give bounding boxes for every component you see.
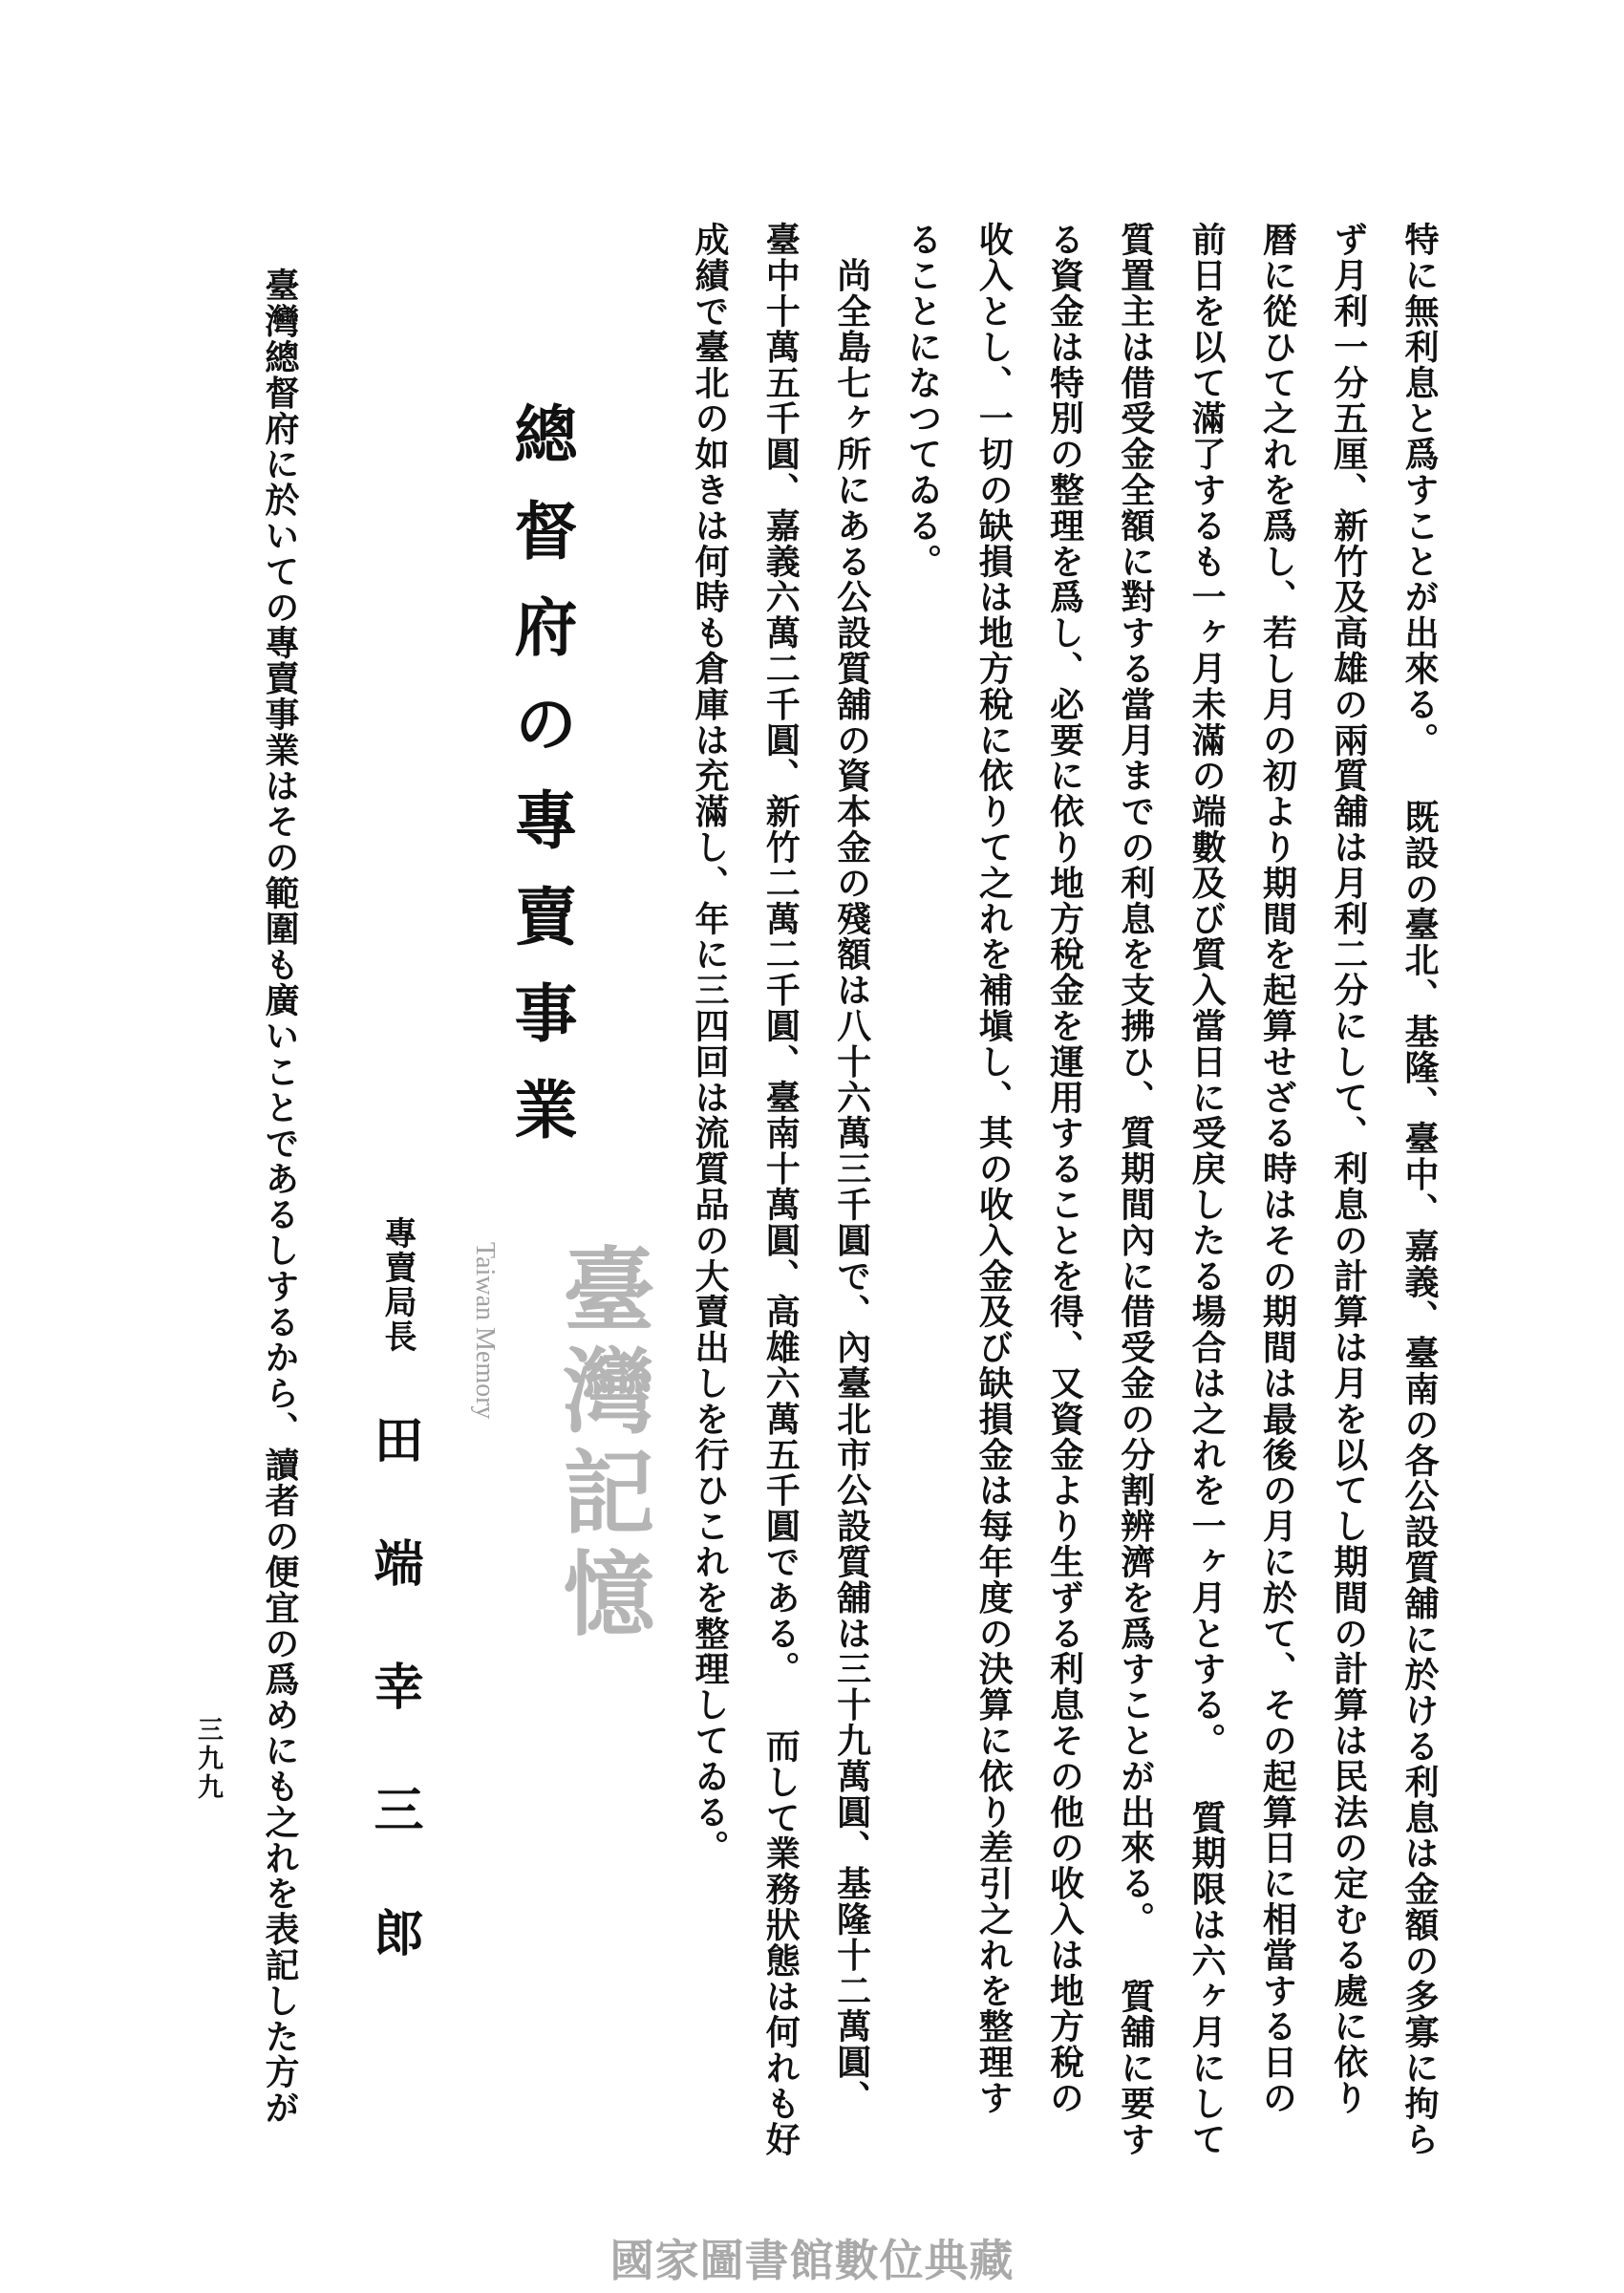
body-column: 暦に從ひて之れを爲し、若し月の初より期間を起算せざる時はその期間は最後の月に於て、その起算日に相當する日の (1257, 222, 1298, 2116)
page-number: 三九九 (193, 1716, 223, 1802)
body-column: ず月利一分五厘、新竹及高雄の兩質舖は月利二分にして、利息の計算は月を以てし期間の計算は民法の定むる處に依り (1328, 222, 1369, 2116)
body-column: 特に無利息と爲すことが出來る。 既設の臺北、基隆、臺中、嘉義、臺南の各公設質舖に於ける利息は金額の多寡に拘ら (1400, 222, 1440, 2157)
watermark-logo (449, 1242, 669, 1739)
watermark-script: 臺灣記憶 (548, 1242, 656, 1647)
footer-archive-label: 國家圖書館數位典藏 (609, 2235, 1015, 2286)
body-column: る資金は特別の整理を爲し、必要に依り地方稅金を運用することを得、又資金より生ずる利息その他の收入は地方稅の (1044, 222, 1085, 2116)
body-column: 成績で臺北の如きは何時も倉庫は充滿し、年に三四回は流質品の大賣出しを行ひこれを整理してゐる。 (690, 222, 730, 1866)
body-column: 尚全島七ヶ所にある公設質舖の資本金の殘額は八十六萬三千圓で、內臺北市公設質舖は三十九萬圓、基隆十二萬圓、 (831, 222, 872, 2116)
body-column: 質置主は借受金全額に對する當月までの利息を支拂ひ、質期間內に借受金の分割辨濟を爲すことが出來る。 質舖に要す (1115, 222, 1156, 2157)
author-name: 田端幸三郎 (365, 1414, 423, 2030)
author-role: 專賣局長 (378, 1216, 417, 1354)
article-intro: 臺灣總督府に於いての專賣事業はその範圍も廣いことであるしするから、讀者の便宜の爲めにも之れを表記した方が (260, 268, 300, 2126)
body-column: 前日を以て滿了するも一ヶ月未滿の端數及び質入當日に受戻したる場合は之れを一ヶ月とする。 質期限は六ヶ月にして (1186, 222, 1228, 2157)
body-column: 收入とし、一切の缺損は地方稅に依りて之れを補塡し、其の收入金及び缺損金は每年度の決算に依り差引之れを整理す (973, 222, 1015, 2116)
watermark-latin: Taiwan Memory (470, 1242, 500, 1420)
body-column: ることになつてゐる。 (902, 222, 943, 579)
body-column: 臺中十萬五千圓、嘉義六萬二千圓、新竹二萬二千圓、臺南十萬圓、高雄六萬五千圓である。 而して業務狀態は何れも好 (760, 222, 801, 2157)
article-title: 總督府の專賣事業 (503, 401, 578, 1173)
